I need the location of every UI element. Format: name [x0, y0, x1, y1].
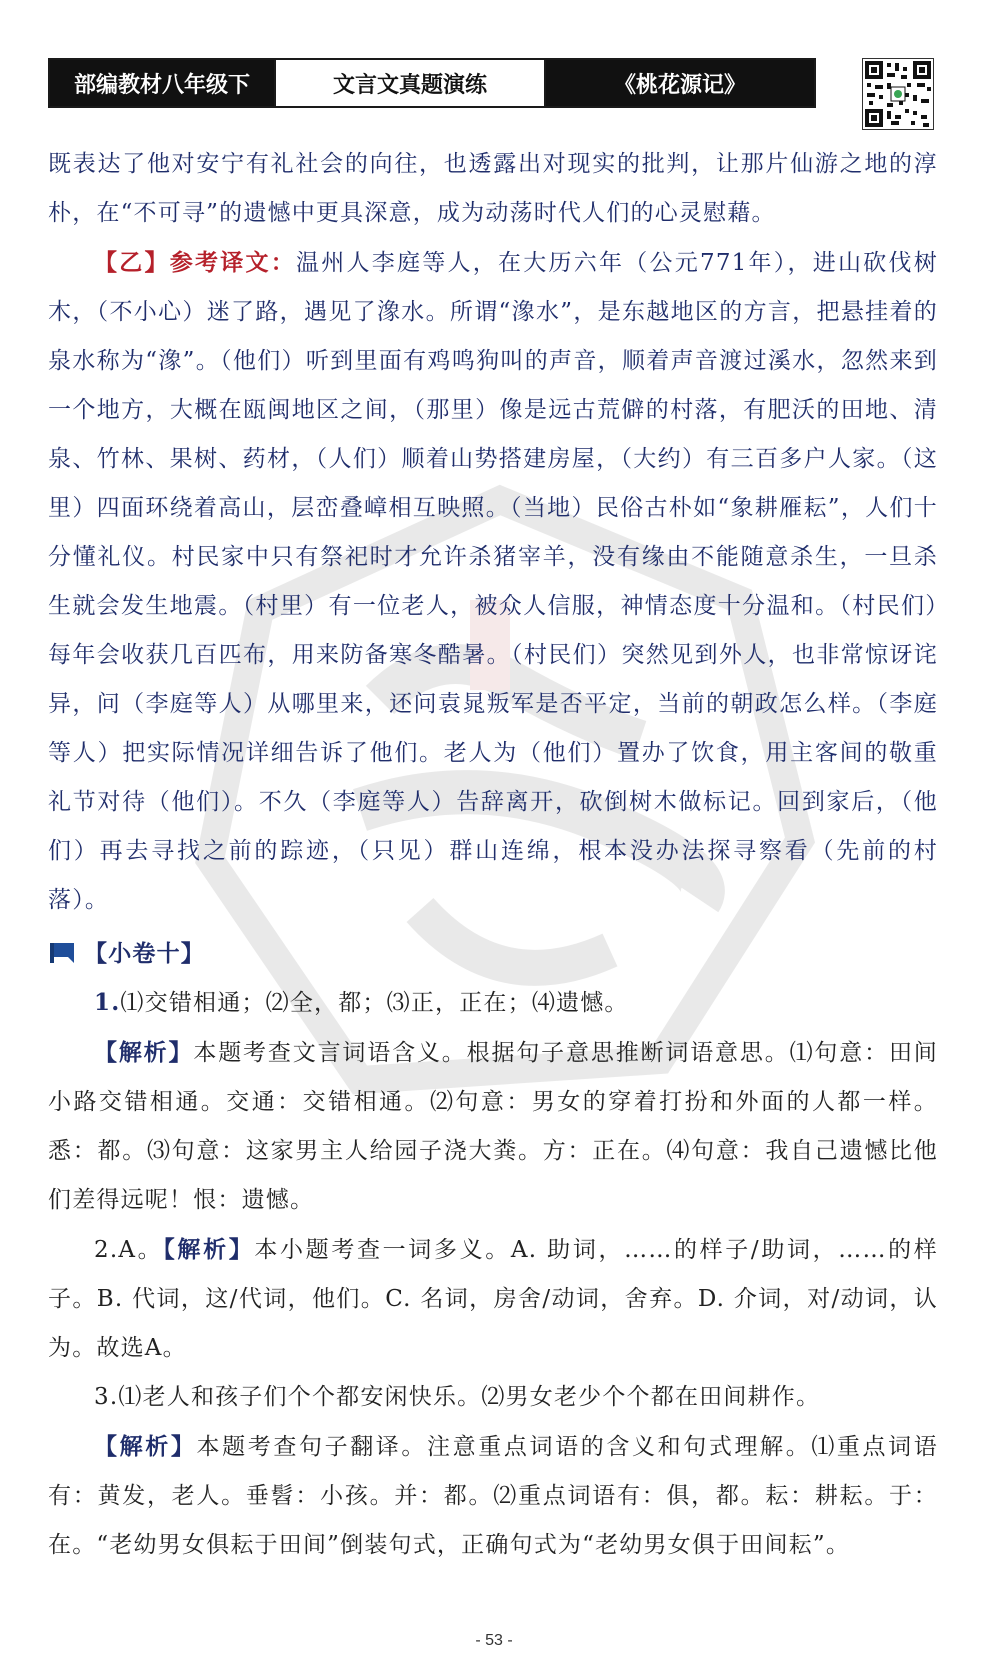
header-title: 文言文真题演练 [274, 60, 546, 106]
section-heading [48, 929, 938, 978]
header-lesson: 《桃花源记》 [546, 60, 814, 106]
answer-1-text: ⑴交错相通；⑵全，都；⑶正，正在；⑷遗憾。 [120, 990, 629, 1016]
translation-text: 温州人李庭等人，在大历六年（公元771年），进山砍伐树木，（不小心）迷了路，遇见了潒水。所谓“潒水”，是东越地区的方言，把悬挂着的泉水称为“潒”。（他们）听到里面有鸡鸣狗叫的声音，顺着声音渡过溪水，忽然来到一个地方，大概在瓯闽地区之间，（那里）像是远古荒僻的村落，有肥沃的田地、清泉、竹林、果树、药材，（人们）顺着山势搭建房屋，（大约）有三百多户人家。（这里）四面环绕着高山，层峦叠嶂相互映照。（当地）民俗古朴如“象耕雁耘”，人们十分懂礼仪。村民家中只有祭祀时才允许杀猪宰羊，没有缘由不能随意杀生，一旦杀生就会发生地震。（村里）有一位老人，被众人信服，神情态度十分温和。（村民们）每年会收获几百匹布，用来防备寒冬酷暑。（村民们）突然见到外人，也非常惊讶诧异，问（李庭等人）从哪里来，还问袁晁叛军是否平定，当前的朝政怎么样。（李庭等人）把实际情况详细告诉了他们。老人为（他们）置办了饮食，用主客间的敬重礼节对待（他们）。不久（李庭等人）告辞离开，砍倒树木做标记。回到家后，（他们）再去寻找之前的踪迹，（只见）群山连绵，根本没办法探寻察看（先前的村落）。 [48, 250, 938, 913]
translation-label: 【乙】参考译文： [94, 249, 296, 276]
analysis-1 [48, 1028, 938, 1225]
analysis-3-text: 本题考查句子翻译。注意重点词语的含义和句式理解。⑴重点词语有：黄发，老人。垂髫：小孩。并：都。⑵重点词语有：俱，都。耘：耕耘。于：在。“老幼男女俱耘于田间”倒装句式，正确句式为“老幼男女俱于田间耘”。 [48, 1434, 938, 1558]
answer-1-number: 1. [94, 989, 121, 1016]
qr-code-icon [862, 58, 934, 130]
header-bar [48, 58, 816, 108]
answer-3-text: 3.⑴老人和孩子们个个都安闲快乐。⑵男女老少个个都在田间耕作。 [94, 1384, 821, 1410]
answer-2 [48, 1225, 938, 1373]
analysis-3 [48, 1422, 938, 1570]
page-number: - 53 - [475, 1632, 513, 1649]
answer-2-text: 2.A。 [94, 1237, 164, 1263]
section-title: 【小卷十】 [84, 940, 205, 967]
page-content [48, 140, 938, 1570]
analysis-1-label: 【解析】 [94, 1039, 194, 1066]
analysis-3-label: 【解析】 [94, 1433, 197, 1460]
analysis-2-label: 【解析】 [163, 1236, 255, 1263]
translation-paragraph [48, 238, 938, 925]
header-grade: 部编教材八年级下 [50, 60, 274, 106]
answer-1 [48, 978, 938, 1028]
intro-paragraph: 既表达了他对安宁有礼社会的向往，也透露出对现实的批判，让那片仙游之地的淳朴，在“不可寻”的遗憾中更具深意，成为动荡时代人们的心灵慰藉。 [48, 151, 938, 226]
analysis-2-text: 本小题考查一词多义。A. 助词，……的样子/助词，……的样子。B. 代词，这/代词，他们。C. 名词，房舍/动词，舍弃。D. 介词，对/动词，认为。故选A。 [48, 1237, 938, 1361]
analysis-1-text: 本题考查文言词语含义。根据句子意思推断词语意思。⑴句意：田间小路交错相通。交通：交错相通。⑵句意：男女的穿着打扮和外面的人都一样。悉：都。⑶句意：这家男主人给园子浇大粪。方：正在。⑷句意：我自己遗憾比他们差得远呢！恨：遗憾。 [48, 1040, 938, 1213]
answer-3 [48, 1373, 938, 1422]
bookmark-flag-icon [48, 941, 76, 967]
